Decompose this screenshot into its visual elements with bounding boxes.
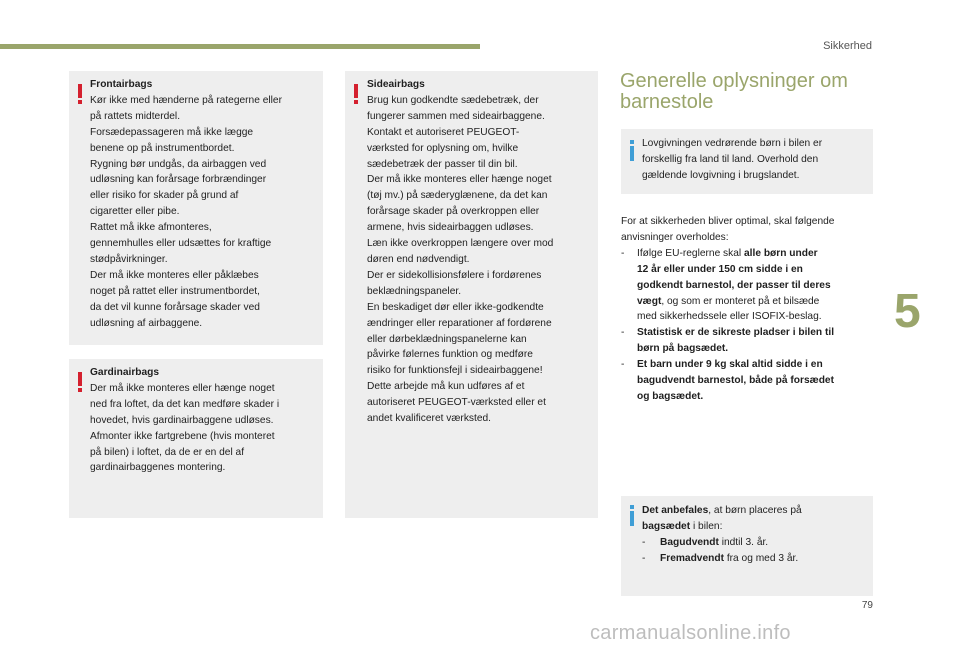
text-line: Der er sidekollisionsfølere i fordørenes (367, 269, 542, 281)
text-span: indtil 3. år. (718, 536, 769, 548)
text-line: børn på bagsædet. (637, 343, 729, 355)
warning-icon (78, 84, 82, 98)
text-line: For at sikkerheden bliver optimal, skal følgende (621, 216, 835, 227)
gardinairbags-title: Gardinairbags (90, 367, 160, 378)
text-line: med sikkerhedssele eller ISOFIX-beslag. (637, 311, 822, 323)
recommendation-info-box (621, 496, 873, 596)
text-span: Bagudvendt (660, 536, 719, 548)
text-line: på bilen) i loftet, da de er en del af (90, 446, 245, 458)
text-line: Kør ikke med hænderne på rategerne eller (90, 94, 282, 106)
text-line: Afmonter ikke fartgrebene (hvis monteret (90, 430, 275, 442)
text-line: cigaretter eller pibe. (90, 206, 180, 218)
text-line: på rattets midterdel. (90, 110, 181, 122)
watermark: carmanualsonline.info (590, 622, 791, 644)
text-span: , at børn placeres på (708, 505, 802, 516)
text-line: eller dørbeklædningspanelerne kan (367, 333, 527, 345)
legislation-info-box (621, 129, 873, 194)
gardinairbags-warning-box (69, 359, 323, 518)
text-line: værksted for oplysning om, hvilke (367, 142, 519, 154)
text-line: påvirke følernes funktion og medføre (367, 349, 533, 361)
text-span: , og som er monteret på et bilsæde (661, 295, 820, 307)
list-item (621, 246, 876, 326)
gardinairbags-text (90, 365, 322, 476)
text-line: Læn ikke overkroppen længere over mod (367, 238, 554, 250)
list-dash: - (642, 552, 646, 564)
frontairbags-title: Frontairbags (90, 79, 153, 90)
text-line: godkendt barnestol, der passer til deres (637, 279, 831, 291)
text-span: Det anbefales (642, 505, 709, 516)
text-line: Rattet må ikke afmonteres, (90, 222, 212, 234)
safety-instructions (621, 214, 876, 405)
sideairbags-text (367, 77, 597, 427)
text-line: fungerer sammen med sideairbaggene. (367, 110, 545, 122)
list-item (621, 325, 876, 357)
text-line: Et barn under 9 kg skal altid sidde i en (637, 359, 823, 371)
text-line: Der må ikke monteres eller hænge noget (367, 174, 552, 186)
text-line: gældende lovgivning i brugslandet. (642, 169, 800, 181)
text-line: Der må ikke monteres eller hænge noget (90, 382, 275, 394)
list-dash: - (621, 327, 625, 339)
text-line: anvisninger overholdes: (621, 231, 729, 243)
text-line: Forsædepassageren må ikke lægge (90, 126, 254, 138)
text-line: sædebetræk der passer til din bil. (367, 158, 518, 170)
text-line: bagudvendt barnestol, både på forsædet (637, 375, 834, 387)
text-line: stødpåvirkninger. (90, 253, 168, 265)
text-line: hovedet, hvis gardinairbaggene udløses. (90, 414, 274, 426)
text-line: Kontakt et autoriseret PEUGEOT- (367, 126, 520, 138)
page-number: 79 (861, 600, 873, 611)
text-line: ned fra loftet, da det kan medføre skader i (90, 398, 280, 410)
warning-icon (78, 372, 82, 386)
header-bar (0, 44, 480, 49)
text-line: gardinairbaggenes montering. (90, 462, 226, 474)
text-line: Rygning bør undgås, da airbaggen ved (90, 158, 267, 170)
warning-icon (354, 84, 358, 98)
text-line: forskellig fra land til land. Overhold den (642, 153, 819, 165)
text-line: risiko for funktionsfejl i sideairbaggene! (367, 365, 543, 377)
list-item (621, 357, 876, 405)
text-line: gennemhulles eller udsættes for kraftige (90, 238, 272, 250)
text-span: vægt (637, 295, 662, 307)
text-line: andet kvalificeret værksted. (367, 413, 492, 425)
text-span: bagsædet (642, 520, 691, 532)
text-line: eller risiko for skader på grund af (90, 190, 239, 202)
text-line: Lovgivningen vedrørende børn i bilen er (642, 138, 823, 149)
text-line: udløsning kan forårsage forbrændinger (90, 174, 267, 186)
text-line: noget på rattet eller instrumentbordet, (90, 285, 260, 297)
text-line: Brug kun godkendte sædebetræk, der (367, 94, 539, 106)
frontairbags-text (90, 77, 322, 332)
section-title: Sikkerhed (823, 40, 872, 52)
text-line: døren end nødvendigt. (367, 253, 470, 265)
text-line: En beskadiget dør eller ikke-godkendte (367, 301, 544, 313)
sideairbags-title: Sideairbags (367, 79, 425, 90)
text-line: forårsage skader på overkroppen eller (367, 206, 540, 218)
list-dash: - (621, 247, 625, 259)
heading-line: barnestole (620, 91, 714, 113)
text-span: alle børn under (744, 247, 818, 259)
list-dash: - (621, 359, 625, 371)
text-line: og bagsædet. (637, 390, 704, 402)
list-item (642, 535, 870, 551)
text-line: ændringer eller reparationer af fordørene (367, 317, 552, 329)
sideairbags-warning-box (345, 71, 598, 518)
frontairbags-warning-box (69, 71, 323, 345)
text-line: autoriseret PEUGEOT-værksted eller et (367, 397, 546, 409)
text-line: Der må ikke monteres eller påklæbes (90, 269, 259, 281)
text-line: Statistisk er de sikreste pladser i bilen til (637, 327, 835, 339)
recommendation-text (642, 503, 870, 567)
text-span: Ifølge EU-reglerne skal (637, 247, 745, 259)
text-line: beklædningspaneler. (367, 285, 462, 297)
list-item (642, 551, 870, 567)
list-dash: - (642, 536, 646, 548)
chapter-number: 5 (894, 285, 921, 338)
legislation-text (642, 136, 870, 184)
text-span: Fremadvendt (660, 552, 724, 564)
text-line: benene op på instrumentbordet. (90, 142, 235, 154)
text-span: fra og med 3 år. (723, 552, 799, 564)
text-line: da det vil kunne forårsage skader ved (90, 301, 260, 313)
heading-line: Generelle oplysninger om (620, 70, 848, 92)
text-line: (tøj mv.) på sæderyglænene, da det kan (367, 190, 548, 202)
section-heading (620, 71, 848, 113)
text-line: udløsning af airbaggene. (90, 317, 203, 329)
text-line: Dette arbejde må kun udføres af et (367, 381, 525, 393)
text-line: 12 år eller under 150 cm sidde i en (637, 263, 803, 275)
text-span: i bilen: (690, 520, 723, 532)
info-icon (630, 511, 634, 526)
text-line: armene, hvis sideairbaggen udløses. (367, 222, 534, 234)
info-icon (630, 146, 634, 161)
